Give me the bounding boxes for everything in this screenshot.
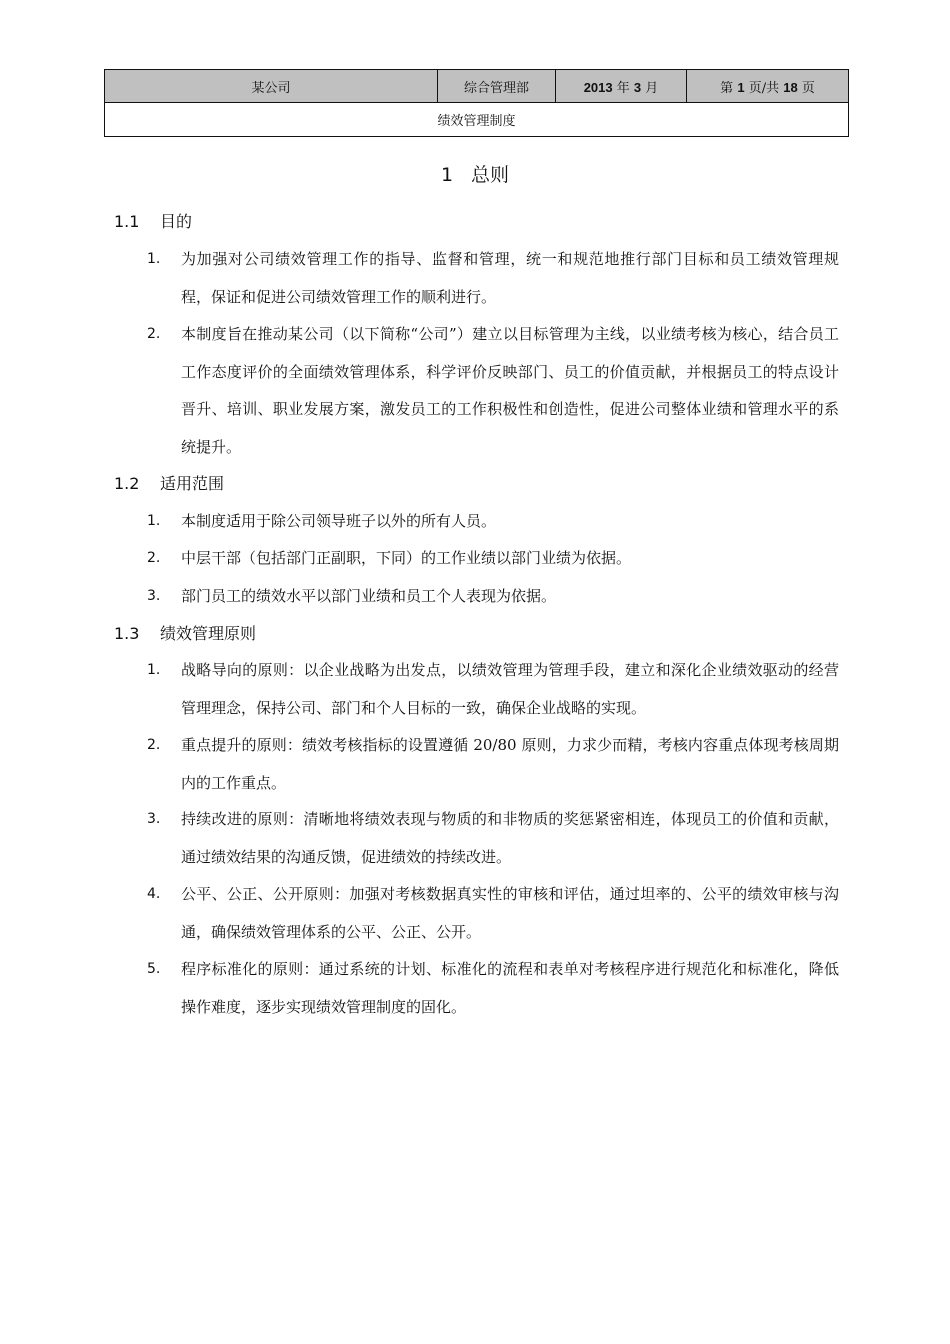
item-text: 持续改进的原则：清晰地将绩效表现与物质的和非物质的奖惩紧密相连，体现员工的价值和贡献，通过绩效结果的沟通反馈，促进绩效的持续改进。 [181, 810, 839, 866]
chapter-heading [0, 160, 950, 187]
section-number: 1.2 [114, 474, 140, 493]
list-item [147, 876, 839, 951]
item-number: 2. [147, 326, 161, 342]
list-item [147, 801, 839, 876]
item-number: 2. [147, 737, 161, 753]
date-year-unit: 年 [616, 80, 630, 96]
date-cell [556, 70, 687, 103]
list-item [147, 652, 839, 727]
header-row [105, 70, 849, 103]
item-text: 为加强对公司绩效管理工作的指导、监督和管理，统一和规范地推行部门目标和员工绩效管理规程，保证和促进公司绩效管理工作的顺利进行。 [181, 250, 839, 306]
date-month-unit: 月 [645, 80, 659, 96]
item-text: 本制度旨在推动某公司（以下简称“公司”）建立以目标管理为主线，以业绩考核为核心，结合员工工作态度评价的全面绩效管理体系，科学评价反映部门、员工的价值贡献，并根据员工的特点设计晋升、培训、职业发展方案，激发员工的工作积极性和创造性，促进公司整体业绩和管理水平的系统提升。 [181, 325, 839, 456]
document-title: 绩效管理制度 [105, 103, 849, 137]
list-item [147, 578, 839, 616]
document-header-table [104, 69, 849, 137]
section-number: 1.3 [114, 624, 140, 643]
page-suffix: 页 [801, 80, 815, 96]
list-item [147, 316, 839, 466]
chapter-number: 1 [440, 164, 454, 186]
page-info-cell [687, 70, 849, 103]
item-number: 2. [147, 550, 161, 566]
item-number: 1. [147, 251, 161, 267]
section-heading [114, 209, 192, 232]
list-item [147, 540, 839, 578]
item-number: 5. [147, 961, 161, 977]
section-title: 绩效管理原则 [160, 624, 257, 643]
list-item [147, 503, 839, 541]
section-title: 适用范围 [160, 474, 225, 493]
item-number: 1. [147, 513, 161, 529]
section-title: 目的 [160, 212, 193, 231]
section-heading [114, 471, 224, 494]
page-total: 18 [783, 79, 798, 95]
chapter-title: 总则 [471, 164, 510, 186]
item-text: 程序标准化的原则：通过系统的计划、标准化的流程和表单对考核程序进行规范化和标准化，降低操作难度，逐步实现绩效管理制度的固化。 [181, 960, 839, 1016]
section-number: 1.1 [114, 212, 140, 231]
section-heading [114, 621, 256, 644]
item-number: 3. [147, 811, 161, 827]
item-number: 3. [147, 588, 161, 604]
company-cell: 某公司 [105, 70, 438, 103]
list-item [147, 727, 839, 802]
list-item [147, 241, 839, 316]
page-mid: 页/共 [748, 80, 780, 96]
item-text: 战略导向的原则：以企业战略为出发点，以绩效管理为管理手段，建立和深化企业绩效驱动的经营管理理念，保持公司、部门和个人目标的一致，确保企业战略的实现。 [181, 661, 839, 717]
title-row [105, 103, 849, 137]
item-text: 部门员工的绩效水平以部门业绩和员工个人表现为依据。 [181, 587, 557, 605]
item-text: 中层干部（包括部门正副职，下同）的工作业绩以部门业绩为依据。 [181, 549, 632, 567]
date-month: 3 [633, 79, 642, 95]
item-text: 重点提升的原则：绩效考核指标的设置遵循 20/80 原则，力求少而精，考核内容重点体现考核周期内的工作重点。 [181, 736, 839, 792]
page-current: 1 [737, 79, 745, 95]
item-number: 1. [147, 662, 161, 678]
department-cell: 综合管理部 [438, 70, 556, 103]
item-text: 公平、公正、公开原则：加强对考核数据真实性的审核和评估，通过坦率的、公平的绩效审核与沟通，确保绩效管理体系的公平、公正、公开。 [181, 885, 839, 941]
date-year: 2013 [583, 79, 613, 95]
list-item [147, 951, 839, 1026]
page-prefix: 第 [720, 80, 734, 96]
item-number: 4. [147, 886, 161, 902]
item-text: 本制度适用于除公司领导班子以外的所有人员。 [181, 512, 497, 530]
